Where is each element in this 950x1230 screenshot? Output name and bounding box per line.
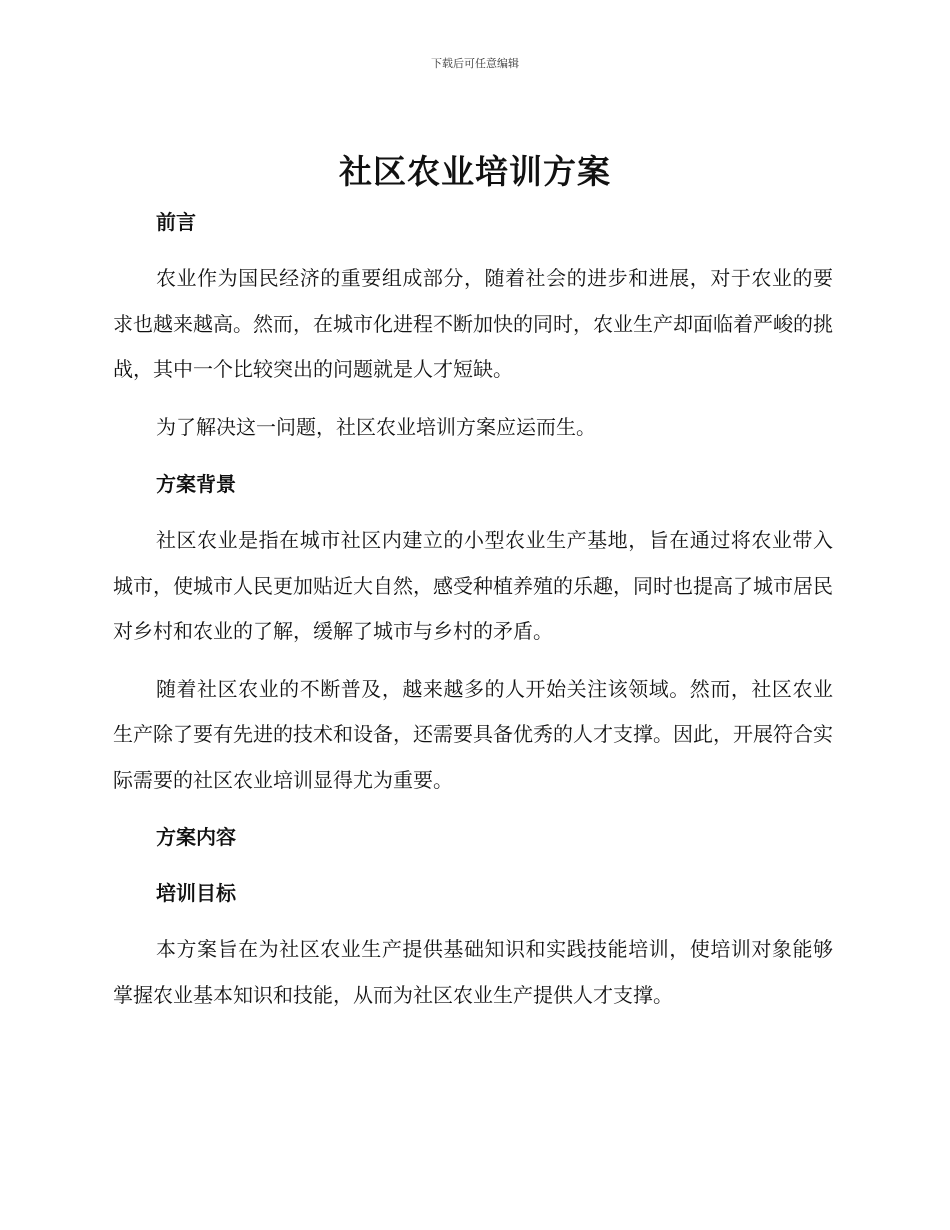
background-heading: 方案背景 (156, 472, 236, 496)
document-body (113, 200, 833, 1018)
document-title: 社区农业培训方案 (339, 152, 611, 191)
background-paragraph-1: 社区农业是指在城市社区内建立的小型农业生产基地，旨在通过将农业带入城市，使城市人民更加贴近大自然，感受种植养殖的乐趣，同时也提高了城市居民对乡村和农业的了解，缓解了城市与乡村的矛盾。 (113, 528, 833, 643)
header-note: 下载后可任意编辑 (431, 57, 519, 70)
background-paragraph-2: 随着社区农业的不断普及，越来越多的人开始关注该领域。然而，社区农业生产除了要有先进的技术和设备，还需要具备优秀的人才支撑。因此，开展符合实际需要的社区农业培训显得尤为重要。 (113, 676, 833, 792)
content-heading: 方案内容 (156, 825, 236, 849)
preface-paragraph-2: 为了解决这一问题，社区农业培训方案应运而生。 (156, 414, 596, 439)
preface-paragraph-1: 农业作为国民经济的重要组成部分，随着社会的进步和进展，对于农业的要求也越来越高。然而，在城市化进程不断加快的同时，农业生产却面临着严峻的挑战，其中一个比较突出的问题就是人才短缺。 (113, 266, 833, 381)
goal-paragraph-1: 本方案旨在为社区农业生产提供基础知识和实践技能培训，使培训对象能够掌握农业基本知识和技能，从而为社区农业生产提供人才支撑。 (113, 937, 833, 1007)
preface-heading: 前言 (156, 210, 196, 234)
goal-heading: 培训目标 (156, 881, 236, 905)
